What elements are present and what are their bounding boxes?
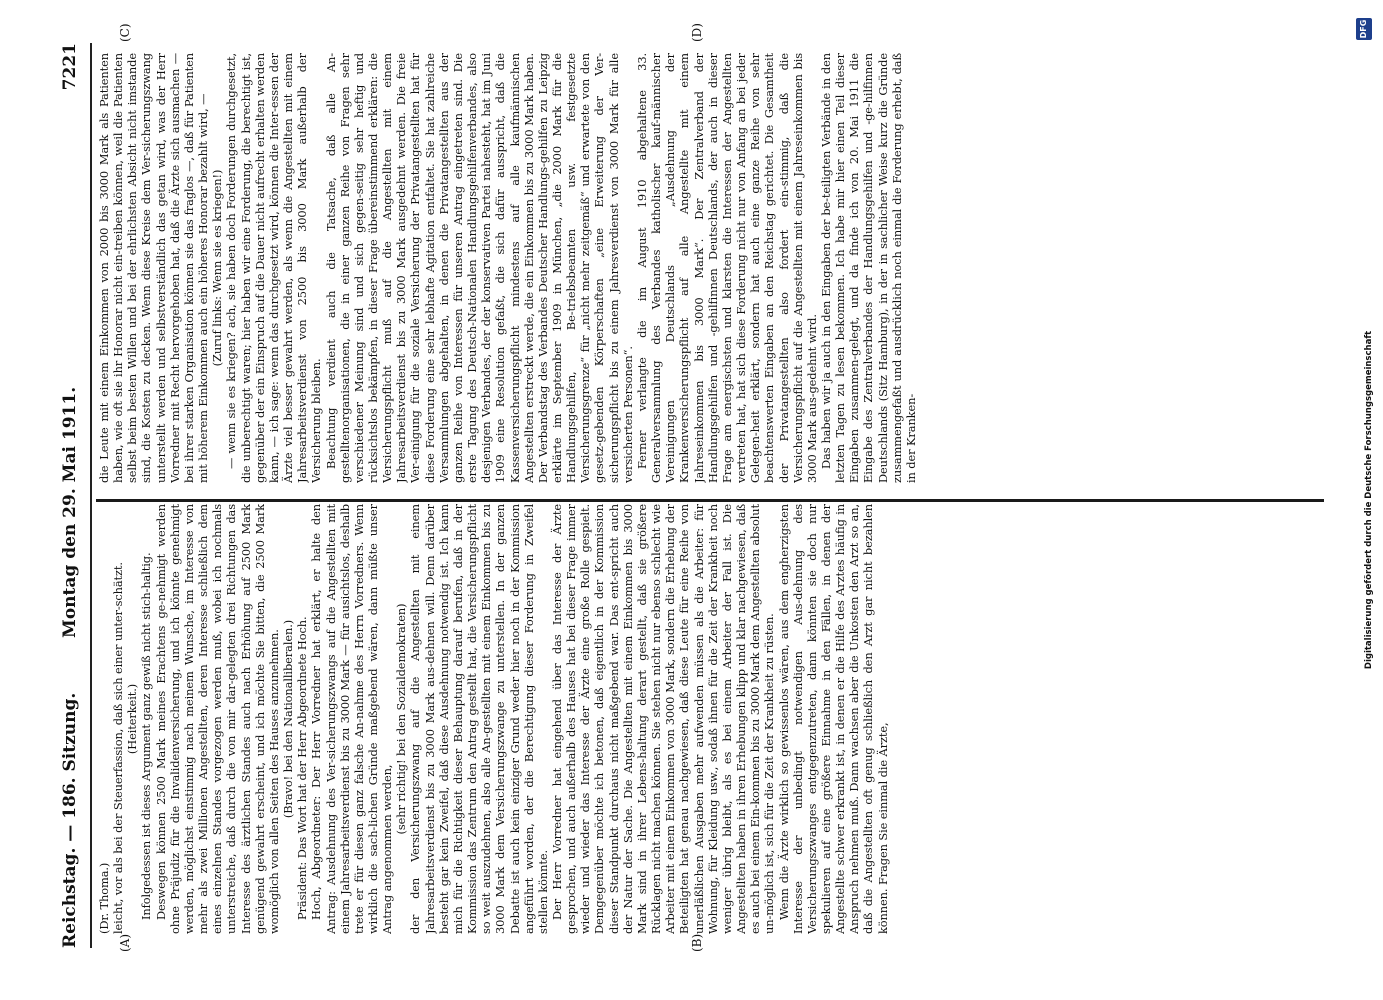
speaker-note: (Dr. Thoma.) <box>97 862 111 934</box>
interjection: (sehr richtig! bei den Sozialdemokraten) <box>394 603 409 835</box>
margin-mark-d: (D) <box>690 23 704 42</box>
dfg-logo: DFG <box>1356 18 1372 40</box>
paragraph: — wenn sie es kriegen? ach, sie haben doch Forderungen durchgesetzt, die unberechtigt waren; hier haben wir eine Forderung, die berechtigt ist, gegenüber der ein Einspruch auf die Dauer nicht aufrecht erhalten werden kann, — ich sage: wenn das durchgesetzt wird, können die Inter-essen der Ärzte viel besser gewahrt werden, als wenn die Angestellten mit einem Jahresarbeitsverdienst von 2500 bis 3000 Mark außerhalb der Versicherung bleiben. <box>224 53 324 483</box>
paragraph: Beachtung verdient auch die Tatsache, daß alle An-gestelltenorganisationen, die in einer ganzen Reihe von Fragen sehr verschiedener Meinung sind und sich gegen-seitig sehr heftig und rücksichtslos bekämpfen, in dieser Frage übereinstimmend erklären: die Versicherungspflicht muß auf die Angestellten mit einem Jahresarbeitsverdienst bis zu 3000 Mark ausgedehnt werden. Die freie Ver-einigung für die soziale Versicherung der Privatangestellten hat für diese Forderung eine sehr lebhafte Agitation entfaltet. Sie hat zahlreiche Versammlungen abgehalten, in denen die Privatangestellten aus der ganzen Reihe von Interessen für unseren Antrag eingetreten sind. Die erste Tagung des Deutsch-Nationalen Handlungsgehilfenverbandes, also desjenigen Verbandes, der der konservativen Partei nahesteht, hat im Juni 1909 eine Resolution gefaßt, die sich dafür ausspricht, daß die Kassenversicherungspflicht mindestens auf alle kaufmännischen Angestellten erstreckt werde, die ein Einkommen bis zu 3000 Mark haben. Der Verbandstag des Verbandes Deutscher Handlungs-gehilfen zu Leipzig erklärte im September 1909 in München, „die 2000 Mark für die Handlungsgehilfen, Be-triebsbeamten usw. festgesetzte Versicherungsgrenze“ für „nicht mehr zeitgemäß“ und erwartete von den gesetz-gebenden Körperschaften „eine Erweiterung der Ver-sicherungspflicht bis zu einem Jahresverdienst von 3000 Mark für alle versicherten Personen“. <box>323 53 635 483</box>
paragraph: Der Herr Vorredner hat eingehend über das Interesse der Ärzte gesprochen, und auch außerhalb des Hauses hat bei dieser Frage immer wieder und wieder das Interesse der Ärzte eine große Rolle gespielt. Demgegenüber möchte ich betonen, daß eigentlich in der Kommission dieser Standpunkt durchaus nicht maßgebend war. Das ent-spricht auch der Natur der Sache. Die Angestellten mit einem Einkommen bis 3000 Mark sind in ihrer Lebens-haltung derart gestellt, daß sie größere Rücklagen nicht machen können. Sie stehen nicht nur ebenso schlecht wie Arbeiter mit einem Einkommen von 3000 Mark, sondern die Erhebung der Beteiligten hat genau nachgewiesen, daß diese Leute für eine Reihe von unerläßlichen Ausgaben mehr aufwenden müssen als die Arbeiter: für Wohnung, für Kleidung usw., sodaß ihnen für die Zeit der Krankheit noch weniger übrig bleibt, als es bei einem Arbeiter der Fall ist. Die Angestellten haben in ihren Erhebungen klipp und klar nachgewiesen, daß es auch bei einem Ein-kommen bis zu 3000 Mark dem Angestellten absolut un-möglich ist, sich für die Zeit der Krankheit zu rüsten. <box>550 504 777 934</box>
paragraph: die Leute mit einem Einkommen von 2000 bis 3000 Mark als Patienten haben, wie oft sie ihr Honorar nicht ein-treiben können, weil die Patienten selbst beim besten Willen und bei der ehrlichsten Absicht nicht imstande sind, die Kosten zu decken. Wenn diese Kreise dem Ver-sicherungszwang unterstellt werden und selbstverständlich das getan wird, was der Herr Vorredner mit Recht hervorgehoben hat, daß die Ärzte sich ausmachen — bei ihrer starken Organisation können sie das fraglos —, daß für Patienten mit höherem Einkommen auch ein höheres Honorar bezahlt wird, — <box>97 53 211 483</box>
interjection: (Heiterkeit.) <box>125 683 140 755</box>
left-text-column <box>97 504 1317 934</box>
header-date: Montag den 29. Mai 1911. <box>60 386 80 638</box>
paragraph: Ferner verlangte die im August 1910 abgehaltene 33. Generalversammlung des Verbandes katholischer kauf-männischer Vereinigungen Deutschlands „Ausdehnung der Krankenversicherungspflicht auf alle Angestellte mit einem Jahreseinkommen bis 3000 Mark“. Der Zentralverband der Handlungsgehilfen und -gehilfinnen Deutschlands, der auch in dieser Frage am energischsten und klarsten die Interessen der Angestellten vertreten hat, hat sich diese Forderung nicht nur von Anfang an bei jeder Gelegen-heit erklärt, sondern hat auch eine ganze Reihe von sehr beachtenswerten Eingaben an den Reichstag gerichtet. Die Gesamtheit der Privatangestellten also fordert ein-stimmig, daß die Versicherungspflicht auf die Angestellten mit einem Jahreseinkommen bis 3000 Mark aus-gedehnt wird. <box>634 53 819 483</box>
paragraph: der den Versicherungszwang auf die Angestellten mit einem Jahresarbeitsverdienst bis zu 3000 Mark aus-dehnen will. Denn darüber besteht gar kein Zweifel, daß diese Ausdehnung notwendig ist. Ich kann mich für die Richtigkeit dieser Behauptung darauf berufen, daß in der Kommission das Zentrum den Antrag gestellt hat, die Versicherungspflicht so weit auszudehnen, also alle An-gestellten mit einem Einkommen bis zu 3000 Mark dem Versicherungszwange zu unterstellen. In der ganzen Debatte ist auch kein einziger Grund weder hier noch in der Kommission angeführt worden, der die Berechtigung dieser Forderung in Zweifel stellen könnte. <box>408 504 550 934</box>
right-text-column <box>97 53 1317 483</box>
paragraph: leicht, vor als bei der Steuerfassion, daß sich einer unter-schätzt. <box>111 562 126 934</box>
digitization-credit: Digitalisierung gefördert durch die Deutsche Forschungsgemeinschaft <box>1364 330 1374 670</box>
paragraph: Deswegen können 2500 Mark meines Erachtens ge-nehmigt werden ohne Präjudiz für die Invalidenversicherung, und ich könnte genehmigt werden, möglichst einstimmig nach meinem Wunsche, im Interesse von mehr als zwei Millionen Angestellten, deren Interesse schließlich dem eines einzelnen Standes vorgezogen werden muß, wobei ich nochmals unterstreiche, daß durch die von mir dar-gelegten drei Richtungen das Interesse des ärztlichen Standes auch nach Erhöhung auf 2500 Mark genügend gewahrt erscheint, und ich möchte Sie bitten, die 2500 Mark womöglich von allen Seiten des Hauses anzunehmen. <box>153 504 281 934</box>
column-divider <box>96 499 1324 502</box>
margin-mark-a: (A) <box>118 933 132 952</box>
interjection: (Bravo! bei den Nationalliberalen.) <box>281 619 296 819</box>
paragraph: Wenn die Ärzte wirklich so gewissenlos wären, aus dem engherzigsten Interesse der unbedingt notwendigen Aus-dehnung des Versicherungszwanges entgegenzutreten, dann könnten sie doch nur spekulieren auf eine größere Einnahme in den Fällen, in denen der Angestellte schwer erkrankt ist, in denen er die Hilfe des Arztes häufig in Anspruch nehmen muß. Dann wachsen aber die Unkosten den Arzt so an, daß die Angestellten oft genug schließlich den Arzt gar nicht bezahlen können. Fragen Sie einmal die Ärzte, <box>776 504 890 934</box>
page-header <box>60 43 86 948</box>
paragraph: Hoch, Abgeordneter: Der Herr Vorredner hat erklärt, er halte den Antrag: Ausdehnung des Ver-sicherungszwangs auf die Angestellten mit einem Jahresarbeitsverdienst bis zu 3000 Mark — für ausichtslos, deshalb trete er für diesen ganz falsche An-nahme des Herrn Vorredners. Wenn wirklich die sach-lichen Gründe maßgebend wären, dann müßte unser Antrag angenommen werden, <box>309 504 395 934</box>
paragraph: Das haben wir ja auch in den Eingaben der be-teiligten Verbände in den letzten Tagen zu lesen bekommen. Ich habe mir hier einen Teil dieser Eingaben zusammen-gelegt, und da finde ich von 20. Mai 1911 die Eingabe des Zentralverbandes der Handlungsgehilfen und -ge-hilfinnen Deutschlands (Sitz Hamburg), in der in sachlicher Weise kurz die Gründe zusammengefaßt und ausdrücklich noch einmal die Forderung erhebt, daß in der Kranken- <box>818 53 918 483</box>
header-session: Reichstag. — 186. Sitzung. <box>60 692 80 948</box>
paragraph: Infolgedessen ist dieses Argument ganz gewiß nicht stich-haltig. <box>139 552 154 920</box>
paragraph: Präsident: Das Wort hat der Herr Abgeordnete Hoch. <box>295 616 310 920</box>
margin-mark-c: (C) <box>118 23 132 42</box>
header-page-number: 7221 <box>60 43 80 91</box>
margin-mark-b: (B) <box>690 933 704 952</box>
interjection: (Zuruf links: Wenn sie es kriegen!) <box>210 169 225 367</box>
header-rule <box>90 43 92 948</box>
